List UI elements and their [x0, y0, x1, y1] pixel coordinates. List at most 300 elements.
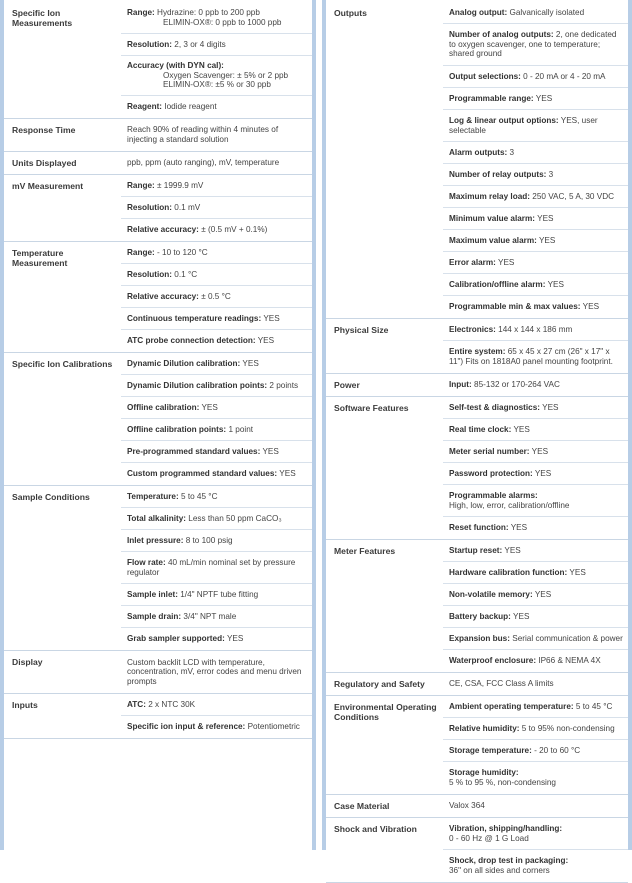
- spec-key: Resolution:: [127, 269, 173, 279]
- spec-key: Pre-programmed standard values:: [127, 446, 261, 456]
- spec-row: [443, 2, 628, 24]
- spec-line: [449, 702, 624, 712]
- spec-value: Reach 90% of reading within 4 minutes of injecting a standard solution: [127, 125, 279, 144]
- spec-line: [127, 634, 308, 644]
- spec-key: Battery backup:: [449, 611, 511, 621]
- spec-section-shock-and-vibration: [326, 818, 628, 883]
- spec-row: [443, 628, 628, 650]
- spec-value: Serial communication & power: [509, 633, 623, 643]
- spec-value: ± (0.5 mV + 0.1%): [198, 225, 268, 235]
- spec-section-physical-size: [326, 319, 628, 374]
- spec-value: ± 0.5 °C: [198, 291, 231, 301]
- spec-section-environmental-operating-conditions: [326, 696, 628, 795]
- spec-value: 2 points: [267, 380, 299, 390]
- spec-value: 2, one dedicated to oxygen scavenger, one to temperature; shared ground: [449, 30, 617, 59]
- spec-value-line: Oxygen Scavenger: ± 5% or 2 ppb: [163, 70, 289, 80]
- section-rows: [121, 694, 312, 738]
- spec-line: [449, 768, 624, 778]
- section-rows: [121, 242, 312, 352]
- spec-value: 5 to 95% non-condensing: [519, 723, 615, 733]
- spec-value: YES: [535, 213, 554, 223]
- spec-section-temperature-measurement: [4, 242, 312, 353]
- spec-line: [127, 8, 308, 18]
- spec-line: [449, 425, 624, 435]
- spec-key: Total alkalinity:: [127, 513, 186, 523]
- spec-key: Error alarm:: [449, 257, 496, 267]
- spec-row: [443, 584, 628, 606]
- spec-line: [449, 8, 624, 18]
- spec-row: [121, 375, 312, 397]
- spec-value: 2 x NTC 30K: [145, 699, 196, 709]
- section-rows: [121, 651, 312, 693]
- section-label: Inputs: [12, 700, 38, 710]
- spec-row: [443, 374, 628, 396]
- spec-section-power: [326, 374, 628, 397]
- spec-row: [443, 296, 628, 318]
- spec-row: [121, 441, 312, 463]
- spec-key: Minimum value alarm:: [449, 213, 535, 223]
- spec-key: Grab sampler supported:: [127, 634, 225, 644]
- spec-key: Flow rate:: [127, 557, 166, 567]
- spec-section-sample-conditions: [4, 486, 312, 651]
- section-label: Outputs: [334, 8, 367, 18]
- spec-row: [443, 319, 628, 341]
- spec-line: [127, 492, 308, 502]
- spec-row: [121, 219, 312, 241]
- spec-key: Non-volatile memory:: [449, 589, 533, 599]
- spec-key: ATC:: [127, 699, 146, 709]
- spec-value: 85-132 or 170-264 VAC: [471, 380, 560, 390]
- spec-row: [443, 88, 628, 110]
- spec-line: [127, 158, 308, 168]
- spec-value: 2, 3 or 4 digits: [172, 39, 226, 49]
- section-rows: [443, 397, 628, 539]
- spec-line: [449, 546, 624, 556]
- spec-row: [443, 164, 628, 186]
- spec-line: [449, 856, 624, 866]
- spec-key: Resolution:: [127, 202, 173, 212]
- spec-value: Less than 50 ppm CaCO₃: [186, 513, 282, 523]
- spec-value: YES: [277, 469, 296, 479]
- spec-row: [121, 175, 312, 197]
- spec-value: Galvanically isolated: [507, 7, 585, 17]
- spec-line: [449, 258, 624, 268]
- spec-line: [449, 679, 624, 689]
- spec-value: YES: [260, 446, 279, 456]
- spec-line: [449, 302, 624, 312]
- spec-line: [449, 746, 624, 756]
- spec-value: YES: [532, 589, 552, 599]
- spec-key: Calibration/offline alarm:: [449, 279, 546, 289]
- spec-line: [449, 568, 624, 578]
- spec-line: [127, 658, 308, 687]
- spec-row: [121, 308, 312, 330]
- spec-line: [127, 536, 308, 546]
- spec-value: 250 VAC, 5 A, 30 VDC: [530, 191, 615, 201]
- section-label: Shock and Vibration: [334, 824, 417, 834]
- spec-key: Specific ion input & reference:: [127, 722, 246, 732]
- spec-line: [449, 94, 624, 104]
- spec-line: [449, 724, 624, 734]
- spec-line: [127, 102, 308, 112]
- spec-key: Custom programmed standard values:: [127, 469, 278, 479]
- spec-row: [443, 24, 628, 66]
- spec-row: [121, 486, 312, 508]
- spec-key: Alarm outputs:: [449, 147, 508, 157]
- spec-key: Expansion bus:: [449, 633, 510, 643]
- spec-key: Relative accuracy:: [127, 291, 199, 301]
- spec-key: Offline calibration points:: [127, 424, 227, 434]
- section-label: Meter Features: [334, 546, 396, 556]
- spec-value-line: ELIMIN-OX®: ±5 % or 30 ppb: [163, 80, 271, 90]
- spec-line: [449, 523, 624, 533]
- spec-line: [127, 248, 308, 258]
- spec-line: [127, 336, 308, 346]
- spec-row: [121, 152, 312, 174]
- spec-value: YES: [508, 523, 528, 533]
- spec-row: [443, 419, 628, 441]
- spec-value: YES: [255, 336, 275, 346]
- spec-section-response-time: [4, 119, 312, 152]
- spec-section-units-displayed: [4, 152, 312, 175]
- spec-value: YES: [495, 257, 515, 267]
- spec-value-line: ELIMIN-OX®: 0 ppb to 1000 ppb: [163, 17, 282, 27]
- section-label: Regulatory and Safety: [334, 679, 425, 689]
- spec-value: YES, user selectable: [449, 115, 598, 135]
- spec-key: Reagent:: [127, 102, 163, 112]
- spec-row: [121, 2, 312, 34]
- spec-line: [127, 469, 308, 479]
- spec-line: [127, 292, 308, 302]
- spec-key: Range:: [127, 247, 155, 257]
- spec-value: YES: [529, 446, 549, 456]
- spec-row: [121, 264, 312, 286]
- spec-value-line: 5 % to 95 %, non-condensing: [449, 778, 556, 787]
- spec-row: [121, 530, 312, 552]
- spec-value: YES: [502, 545, 521, 555]
- spec-row: [443, 606, 628, 628]
- spec-section-case-material: [326, 795, 628, 818]
- spec-value: YES: [533, 93, 553, 103]
- section-label: mV Measurement: [12, 181, 84, 191]
- spec-value: - 10 to 120 °C: [154, 247, 208, 257]
- spec-row: [443, 230, 628, 252]
- spec-value: 5 to 45 °C: [178, 491, 218, 501]
- spec-value: YES: [540, 402, 559, 412]
- spec-row: [121, 694, 312, 716]
- spec-section-specific-ion-measurements: [4, 2, 312, 119]
- spec-column-right: [322, 0, 632, 875]
- spec-row: [443, 485, 628, 517]
- spec-key: Maximum relay load:: [449, 191, 530, 201]
- spec-line: [449, 380, 624, 390]
- spec-line: [127, 225, 308, 235]
- spec-line: [127, 558, 308, 577]
- spec-value: YES: [580, 302, 600, 312]
- spec-row: [121, 508, 312, 530]
- spec-key: Self-test & diagnostics:: [449, 402, 540, 412]
- spec-value: YES: [511, 424, 530, 434]
- spec-line: [449, 116, 624, 135]
- spec-line: [449, 148, 624, 158]
- spec-section-meter-features: [326, 540, 628, 673]
- spec-value: 0.1 °C: [172, 269, 198, 279]
- spec-key: Storage temperature:: [449, 745, 532, 755]
- spec-row: [121, 56, 312, 96]
- spec-key: Sample inlet:: [127, 589, 178, 599]
- spec-line: [127, 425, 308, 435]
- spec-value: 40 mL/min nominal set by pressure regulator: [127, 557, 296, 577]
- spec-line: [127, 203, 308, 213]
- spec-line: [449, 236, 624, 246]
- spec-line: [449, 170, 624, 180]
- spec-line: [127, 381, 308, 391]
- spec-section-regulatory-and-safety: [326, 673, 628, 696]
- section-rows: [121, 2, 312, 118]
- spec-key: Shock, drop test in packaging:: [449, 856, 569, 866]
- spec-value: YES: [199, 402, 218, 412]
- spec-key: Relative humidity:: [449, 723, 520, 733]
- spec-row: [121, 119, 312, 151]
- spec-line: [127, 270, 308, 280]
- section-label: Case Material: [334, 801, 390, 811]
- spec-row: [443, 186, 628, 208]
- spec-row: [443, 397, 628, 419]
- spec-key: Meter serial number:: [449, 446, 530, 456]
- spec-row: [121, 463, 312, 485]
- spec-line: [127, 514, 308, 524]
- spec-section-inputs: [4, 694, 312, 739]
- spec-value: 0.1 mV: [172, 202, 201, 212]
- section-label: Specific Ion Measurements: [12, 8, 73, 28]
- spec-value: 5 to 45 °C: [573, 701, 613, 711]
- section-rows: [121, 353, 312, 485]
- spec-section-software-features: [326, 397, 628, 540]
- spec-line: [127, 181, 308, 191]
- spec-line: [127, 40, 308, 50]
- spec-row: [443, 696, 628, 718]
- spec-value: Potentiometric: [245, 722, 300, 732]
- spec-row: [121, 353, 312, 375]
- spec-value: 3: [507, 147, 515, 157]
- spec-value: YES: [545, 279, 564, 289]
- spec-key: Sample drain:: [127, 611, 182, 621]
- spec-key: Log & linear output options:: [449, 115, 559, 125]
- spec-row: [443, 650, 628, 672]
- section-rows: [443, 374, 628, 396]
- spec-row: [121, 96, 312, 118]
- spec-row: [443, 208, 628, 230]
- section-rows: [121, 152, 312, 174]
- spec-row: [443, 850, 628, 882]
- spec-row: [443, 818, 628, 850]
- spec-section-specific-ion-calibrations: [4, 353, 312, 486]
- spec-row: [121, 651, 312, 693]
- spec-key: Programmable min & max values:: [449, 302, 581, 312]
- spec-column-left: [0, 0, 316, 850]
- spec-row: [443, 517, 628, 539]
- spec-value: ± 1999.9 mV: [154, 180, 204, 190]
- section-label: Specific Ion Calibrations: [12, 359, 113, 369]
- spec-key: Number of relay outputs:: [449, 169, 547, 179]
- spec-line: [449, 447, 624, 457]
- spec-row: [443, 795, 628, 817]
- spec-value: Hydrazine: 0 ppb to 200 ppb: [154, 7, 260, 17]
- spec-value: 65 x 45 x 27 cm (26" x 17" x 11") Fits on 1818A0 panel mounting footprint.: [449, 347, 613, 366]
- section-label: Power: [334, 380, 360, 390]
- spec-value-line: 0 - 60 Hz @ 1 G Load: [449, 833, 529, 843]
- section-label: Temperature Measurement: [12, 248, 68, 268]
- spec-key: Temperature:: [127, 491, 179, 501]
- section-rows: [443, 818, 628, 882]
- spec-row: [121, 242, 312, 264]
- section-label: Physical Size: [334, 325, 389, 335]
- spec-key: Range:: [127, 180, 155, 190]
- spec-value: 144 x 144 x 186 mm: [495, 324, 573, 334]
- section-rows: [121, 486, 312, 650]
- spec-row: [121, 419, 312, 441]
- spec-row: [443, 540, 628, 562]
- spec-value-line: High, low, error, calibration/offline: [449, 500, 570, 510]
- spec-section-outputs: [326, 2, 628, 319]
- spec-line: [449, 824, 624, 834]
- spec-value: YES: [536, 235, 556, 245]
- spec-key: Output selections:: [449, 71, 521, 81]
- spec-line: [449, 590, 624, 600]
- spec-line: [449, 30, 624, 59]
- spec-key: Real time clock:: [449, 424, 512, 434]
- spec-line: [449, 325, 624, 335]
- spec-row: [443, 66, 628, 88]
- spec-row: [121, 34, 312, 56]
- spec-key: Programmable alarms:: [449, 490, 538, 500]
- section-rows: [443, 319, 628, 373]
- spec-value: 8 to 100 psig: [183, 535, 233, 545]
- spec-row: [443, 718, 628, 740]
- spec-value-line: 36" on all sides and corners: [449, 866, 550, 875]
- spec-line: [127, 590, 308, 600]
- spec-row: [443, 274, 628, 296]
- spec-line: [449, 491, 624, 501]
- spec-line: [449, 801, 624, 811]
- spec-value: YES: [224, 634, 244, 644]
- spec-key: Startup reset:: [449, 545, 503, 555]
- spec-value: - 20 to 60 °C: [531, 745, 581, 755]
- spec-row: [443, 740, 628, 762]
- spec-key: Offline calibration:: [127, 402, 200, 412]
- spec-key: Range:: [127, 7, 155, 17]
- spec-value: Iodide reagent: [162, 102, 217, 112]
- spec-value: IP66 & NEMA 4X: [536, 656, 601, 666]
- spec-value: CE, CSA, FCC Class A limits: [449, 679, 554, 689]
- spec-row: [443, 441, 628, 463]
- spec-row: [121, 397, 312, 419]
- spec-row: [443, 463, 628, 485]
- spec-key: Relative accuracy:: [127, 225, 199, 235]
- spec-value: Valox 364: [449, 801, 485, 811]
- spec-line: [127, 722, 308, 732]
- spec-value: YES: [240, 358, 259, 368]
- spec-key: Accuracy (with DYN cal):: [127, 61, 224, 71]
- spec-key: Hardware calibration function:: [449, 567, 568, 577]
- spec-key: Analog output:: [449, 7, 508, 17]
- spec-line: [127, 61, 308, 71]
- spec-row: [443, 341, 628, 373]
- spec-row: [443, 562, 628, 584]
- spec-line: [449, 469, 624, 479]
- spec-row: [121, 552, 312, 584]
- spec-key: Programmable range:: [449, 93, 534, 103]
- spec-section-mv-measurement: [4, 175, 312, 242]
- spec-line: [449, 612, 624, 622]
- spec-line: [127, 125, 308, 144]
- spec-row: [443, 673, 628, 695]
- spec-line: [127, 700, 308, 710]
- spec-row: [121, 628, 312, 650]
- section-label: Response Time: [12, 125, 76, 135]
- spec-row: [443, 142, 628, 164]
- section-label: Software Features: [334, 403, 409, 413]
- spec-value: YES: [261, 313, 280, 323]
- section-label: Units Displayed: [12, 158, 77, 168]
- spec-line: [127, 314, 308, 324]
- spec-value: 1/4" NPTF tube fitting: [177, 589, 259, 599]
- section-rows: [121, 119, 312, 151]
- spec-value: ppb, ppm (auto ranging), mV, temperature: [127, 158, 280, 168]
- spec-row: [121, 716, 312, 738]
- spec-row: [443, 762, 628, 794]
- spec-key: Reset function:: [449, 523, 509, 533]
- spec-value: 0 - 20 mA or 4 - 20 mA: [520, 71, 606, 81]
- spec-section-display: [4, 651, 312, 694]
- spec-key: Entire system:: [449, 347, 506, 357]
- spec-value: 1 point: [226, 424, 254, 434]
- spec-key: Dynamic Dilution calibration points:: [127, 380, 268, 390]
- spec-value: 3: [546, 169, 554, 179]
- spec-line: [127, 612, 308, 622]
- spec-row: [443, 252, 628, 274]
- spec-key: Maximum value alarm:: [449, 235, 537, 245]
- section-label: Environmental Operating Conditions: [334, 702, 437, 722]
- spec-line: [449, 634, 624, 644]
- section-rows: [443, 696, 628, 794]
- spec-key: Input:: [449, 380, 472, 390]
- spec-value: YES: [532, 468, 552, 478]
- spec-line: [127, 359, 308, 369]
- section-rows: [443, 540, 628, 672]
- spec-row: [443, 110, 628, 142]
- section-label: Display: [12, 657, 43, 667]
- spec-row: [121, 606, 312, 628]
- spec-line: [449, 280, 624, 290]
- spec-line: [127, 447, 308, 457]
- spec-line: [449, 214, 624, 224]
- section-label: Sample Conditions: [12, 492, 90, 502]
- spec-line: [449, 347, 624, 366]
- spec-key: Resolution:: [127, 39, 173, 49]
- spec-key: Continuous temperature readings:: [127, 313, 262, 323]
- section-rows: [443, 795, 628, 817]
- spec-key: ATC probe connection detection:: [127, 336, 256, 346]
- spec-key: Number of analog outputs:: [449, 30, 554, 40]
- spec-key: Electronics:: [449, 324, 496, 334]
- spec-line: [449, 656, 624, 666]
- spec-key: Inlet pressure:: [127, 535, 184, 545]
- spec-value: YES: [567, 567, 586, 577]
- spec-key: Password protection:: [449, 468, 533, 478]
- spec-key: Storage humidity:: [449, 768, 519, 778]
- spec-row: [121, 286, 312, 308]
